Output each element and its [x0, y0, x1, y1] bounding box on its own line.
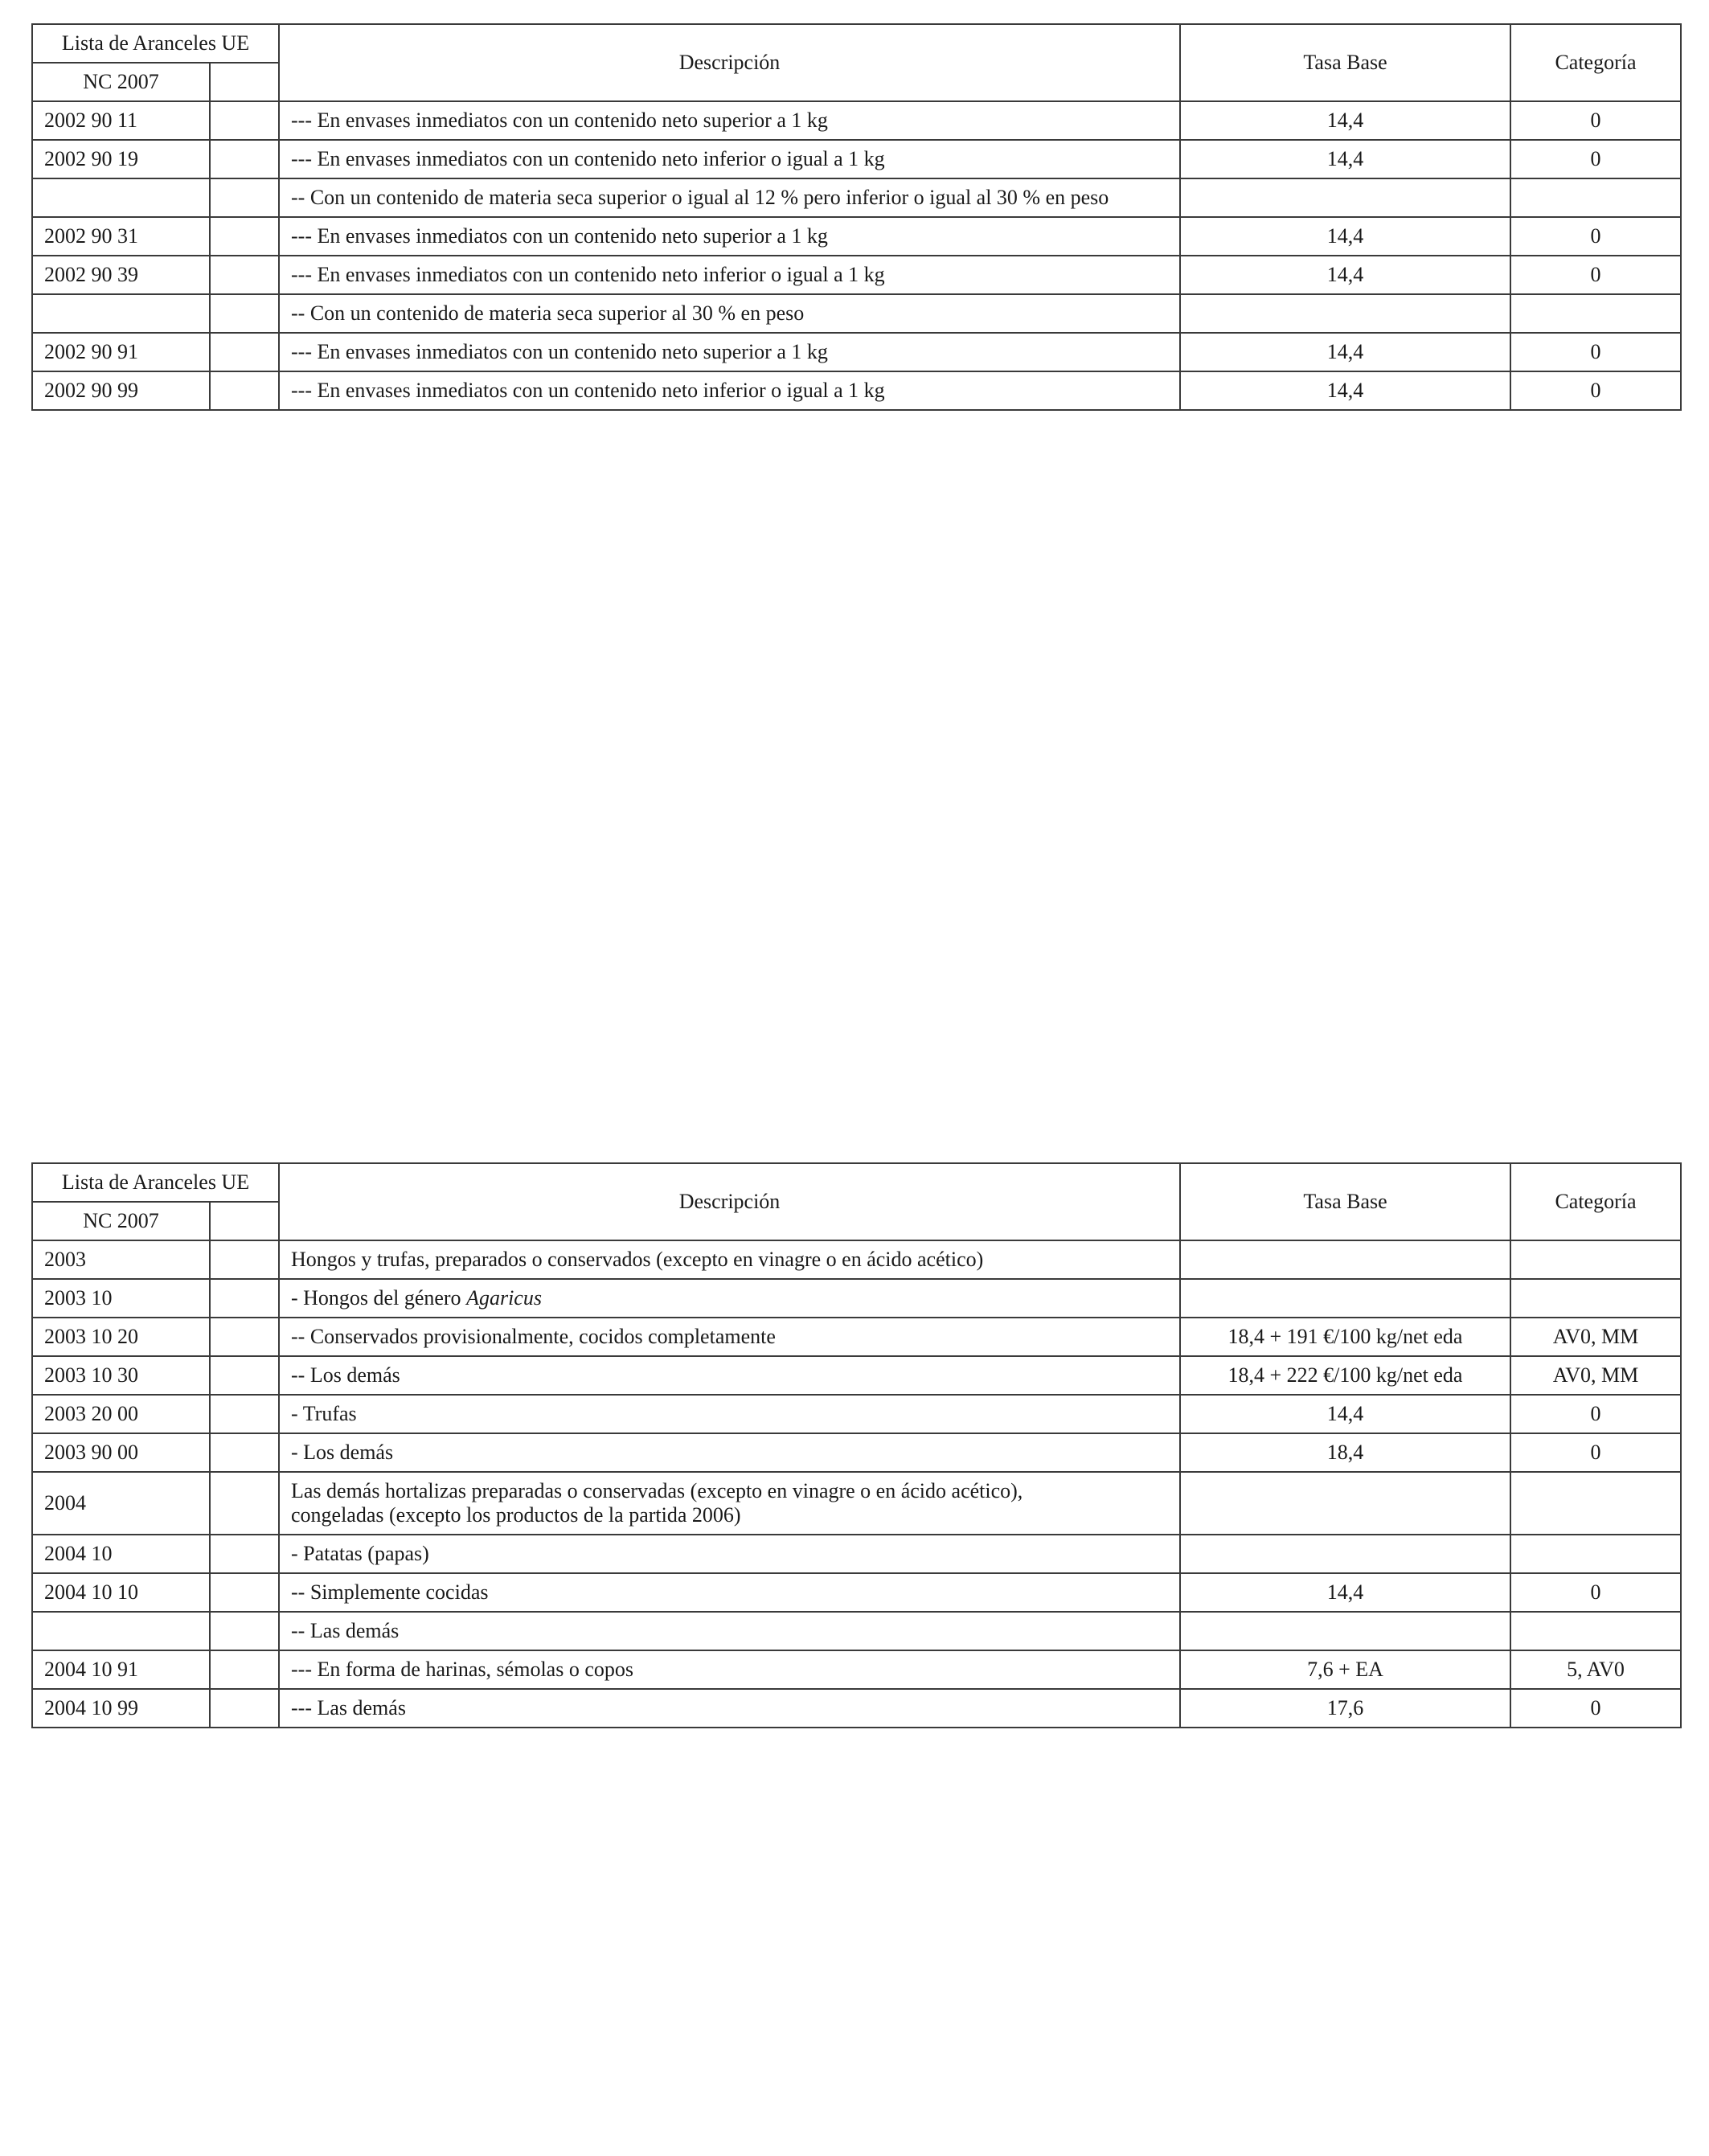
category-cell: [1510, 178, 1681, 217]
table-row: [32, 101, 1681, 140]
blank-cell: [210, 294, 279, 333]
category-cell: AV0, MM: [1510, 1356, 1681, 1395]
description-cell: -- Con un contenido de materia seca superior al 30 % en peso: [279, 294, 1180, 333]
base-rate-cell: 14,4: [1180, 333, 1510, 371]
header-blank: [210, 1202, 279, 1240]
description-cell: - Patatas (papas): [279, 1535, 1180, 1573]
blank-cell: [210, 140, 279, 178]
base-rate-cell: 14,4: [1180, 101, 1510, 140]
base-rate-cell: 14,4: [1180, 371, 1510, 410]
table-row: [32, 1535, 1681, 1573]
description-cell: - Trufas: [279, 1395, 1180, 1433]
code-cell: 2003 20 00: [32, 1395, 210, 1433]
table-row: [32, 333, 1681, 371]
blank-cell: [210, 1472, 279, 1535]
category-cell: 0: [1510, 101, 1681, 140]
description-cell: [279, 1279, 1180, 1318]
description-cell: --- En envases inmediatos con un contenido neto superior a 1 kg: [279, 101, 1180, 140]
code-cell: 2004 10: [32, 1535, 210, 1573]
category-cell: [1510, 294, 1681, 333]
header-row: [32, 24, 1681, 63]
table-row: [32, 217, 1681, 256]
blank-cell: [210, 1433, 279, 1472]
table-row: [32, 1356, 1681, 1395]
category-cell: 0: [1510, 1395, 1681, 1433]
table-row: [32, 1395, 1681, 1433]
base-rate-cell: [1180, 1240, 1510, 1279]
category-cell: 0: [1510, 333, 1681, 371]
table-row: [32, 1279, 1681, 1318]
blank-cell: [210, 1650, 279, 1689]
description-cell: -- Los demás: [279, 1356, 1180, 1395]
base-rate-cell: 18,4 + 191 €/100 kg/net eda: [1180, 1318, 1510, 1356]
category-cell: 0: [1510, 1689, 1681, 1728]
table-row: [32, 371, 1681, 410]
blank-cell: [210, 1318, 279, 1356]
base-rate-cell: [1180, 178, 1510, 217]
blank-cell: [210, 1573, 279, 1612]
table-row: [32, 140, 1681, 178]
description-cell: --- En envases inmediatos con un contenido neto inferior o igual a 1 kg: [279, 140, 1180, 178]
category-cell: 0: [1510, 256, 1681, 294]
base-rate-cell: 14,4: [1180, 256, 1510, 294]
description-cell: --- En envases inmediatos con un contenido neto superior a 1 kg: [279, 217, 1180, 256]
description-prefix: - Hongos del género: [291, 1286, 467, 1310]
code-cell: 2002 90 91: [32, 333, 210, 371]
header-list: Lista de Aranceles UE: [32, 24, 279, 63]
blank-cell: [210, 217, 279, 256]
code-cell: 2004: [32, 1472, 210, 1535]
base-rate-cell: 14,4: [1180, 217, 1510, 256]
header-category: Categoría: [1510, 24, 1681, 101]
base-rate-cell: [1180, 1279, 1510, 1318]
header-base-rate: Tasa Base: [1180, 24, 1510, 101]
description-cell: --- Las demás: [279, 1689, 1180, 1728]
table-row: [32, 1650, 1681, 1689]
code-cell: [32, 294, 210, 333]
code-cell: 2004 10 10: [32, 1573, 210, 1612]
base-rate-cell: [1180, 1535, 1510, 1573]
category-cell: 0: [1510, 1573, 1681, 1612]
category-cell: 0: [1510, 371, 1681, 410]
code-cell: [32, 178, 210, 217]
blank-cell: [210, 1240, 279, 1279]
code-cell: 2002 90 99: [32, 371, 210, 410]
base-rate-cell: 7,6 + EA: [1180, 1650, 1510, 1689]
category-cell: [1510, 1535, 1681, 1573]
code-cell: 2004 10 91: [32, 1650, 210, 1689]
header-category: Categoría: [1510, 1163, 1681, 1240]
category-cell: [1510, 1279, 1681, 1318]
base-rate-cell: [1180, 1612, 1510, 1650]
blank-cell: [210, 256, 279, 294]
header-nc: NC 2007: [32, 63, 210, 101]
blank-cell: [210, 101, 279, 140]
blank-cell: [210, 1535, 279, 1573]
description-cell: -- Simplemente cocidas: [279, 1573, 1180, 1612]
base-rate-cell: 18,4: [1180, 1433, 1510, 1472]
table-row: [32, 1433, 1681, 1472]
code-cell: 2003: [32, 1240, 210, 1279]
base-rate-cell: 18,4 + 222 €/100 kg/net eda: [1180, 1356, 1510, 1395]
description-cell: [279, 1472, 1180, 1535]
description-cell: --- En envases inmediatos con un contenido neto inferior o igual a 1 kg: [279, 371, 1180, 410]
category-cell: 0: [1510, 217, 1681, 256]
code-cell: 2004 10 99: [32, 1689, 210, 1728]
blank-cell: [210, 1612, 279, 1650]
base-rate-cell: [1180, 1472, 1510, 1535]
description-line-1: Las demás hortalizas preparadas o conservadas (excepto en vinagre o en ácido acético),: [291, 1479, 1023, 1502]
category-cell: 5, AV0: [1510, 1650, 1681, 1689]
description-line-2: congeladas (excepto los productos de la partida 2006): [291, 1503, 741, 1527]
blank-cell: [210, 1279, 279, 1318]
table-row: [32, 1612, 1681, 1650]
table-row: [32, 1240, 1681, 1279]
code-cell: 2002 90 19: [32, 140, 210, 178]
table-row: [32, 1573, 1681, 1612]
blank-cell: [210, 1689, 279, 1728]
description-cell: --- En forma de harinas, sémolas o copos: [279, 1650, 1180, 1689]
description-cell: Hongos y trufas, preparados o conservados (excepto en vinagre o en ácido acético): [279, 1240, 1180, 1279]
table-row: [32, 256, 1681, 294]
code-cell: 2003 10: [32, 1279, 210, 1318]
description-cell: -- Conservados provisionalmente, cocidos completamente: [279, 1318, 1180, 1356]
category-cell: 0: [1510, 1433, 1681, 1472]
base-rate-cell: 14,4: [1180, 1573, 1510, 1612]
table-row: [32, 1318, 1681, 1356]
description-italic: Agaricus: [466, 1286, 542, 1310]
base-rate-cell: [1180, 294, 1510, 333]
code-cell: 2002 90 11: [32, 101, 210, 140]
table-row: [32, 178, 1681, 217]
category-cell: [1510, 1612, 1681, 1650]
code-cell: 2002 90 39: [32, 256, 210, 294]
category-cell: AV0, MM: [1510, 1318, 1681, 1356]
blank-cell: [210, 333, 279, 371]
header-row: [32, 1163, 1681, 1202]
base-rate-cell: 14,4: [1180, 1395, 1510, 1433]
description-cell: -- Con un contenido de materia seca superior o igual al 12 % pero inferior o igual al 30 % en peso: [279, 178, 1180, 217]
table-row: [32, 294, 1681, 333]
code-cell: 2003 10 30: [32, 1356, 210, 1395]
blank-cell: [210, 1356, 279, 1395]
code-cell: 2003 10 20: [32, 1318, 210, 1356]
tariff-table-2: [31, 1162, 1682, 1728]
category-cell: [1510, 1472, 1681, 1535]
base-rate-cell: 14,4: [1180, 140, 1510, 178]
base-rate-cell: 17,6: [1180, 1689, 1510, 1728]
header-base-rate: Tasa Base: [1180, 1163, 1510, 1240]
description-cell: - Los demás: [279, 1433, 1180, 1472]
header-list: Lista de Aranceles UE: [32, 1163, 279, 1202]
header-description: Descripción: [279, 1163, 1180, 1240]
header-nc: NC 2007: [32, 1202, 210, 1240]
header-description: Descripción: [279, 24, 1180, 101]
table-row: [32, 1689, 1681, 1728]
table-row: [32, 1472, 1681, 1535]
blank-cell: [210, 178, 279, 217]
description-cell: --- En envases inmediatos con un contenido neto superior a 1 kg: [279, 333, 1180, 371]
blank-cell: [210, 1395, 279, 1433]
category-cell: [1510, 1240, 1681, 1279]
description-cell: -- Las demás: [279, 1612, 1180, 1650]
tariff-table-1: [31, 23, 1682, 411]
category-cell: 0: [1510, 140, 1681, 178]
header-blank: [210, 63, 279, 101]
description-cell: --- En envases inmediatos con un contenido neto inferior o igual a 1 kg: [279, 256, 1180, 294]
code-cell: 2003 90 00: [32, 1433, 210, 1472]
code-cell: [32, 1612, 210, 1650]
blank-cell: [210, 371, 279, 410]
code-cell: 2002 90 31: [32, 217, 210, 256]
